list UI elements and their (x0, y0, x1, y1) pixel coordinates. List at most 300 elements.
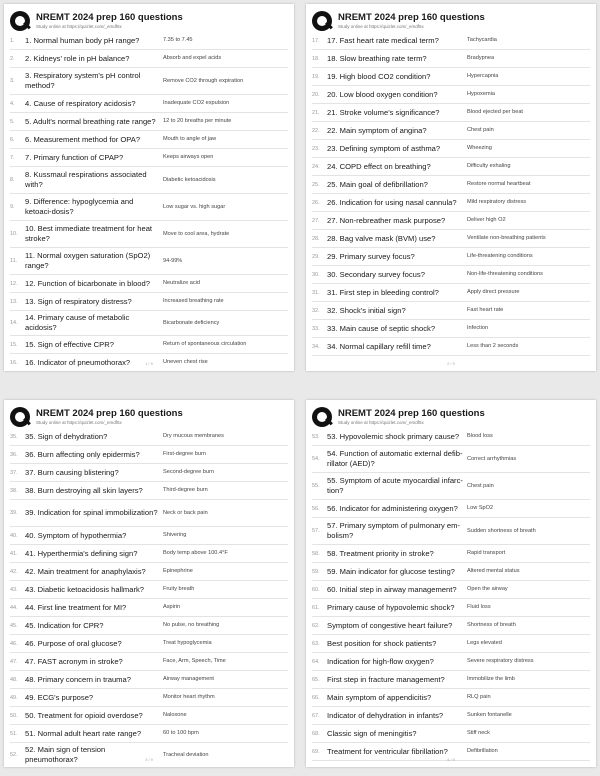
answer-text: Naloxone (163, 712, 187, 718)
question-row (312, 707, 590, 725)
page-title: NREMT 2024 prep 160 questions (36, 12, 183, 23)
question-number: 40. (10, 532, 18, 539)
question-text: 35. Sign of dehydration? (25, 431, 108, 441)
page-header (312, 406, 590, 430)
question-row (312, 158, 590, 176)
answer-text: Defibrillation (467, 748, 498, 754)
answer-text: No pulse, no breathing (163, 622, 220, 628)
answer-text: Fast heart rate (467, 307, 504, 313)
question-row (312, 32, 590, 50)
question-number: 15. (10, 341, 18, 348)
answer-text: Ventilate non-breathing patients (467, 235, 546, 241)
question-list (312, 428, 590, 761)
question-number: 6. (10, 136, 15, 143)
answer-text: Correct arrhythmias (467, 455, 517, 462)
question-number: 19. (312, 73, 320, 80)
answer-text: 60 to 100 bpm (163, 730, 199, 736)
question-number: 14. (10, 320, 18, 326)
question-text: 25. Main goal of defibrillation? (327, 179, 428, 189)
question-text: 12. Function of bicarbonate in blood? (25, 278, 150, 288)
question-row (10, 653, 288, 671)
question-number: 13. (10, 298, 18, 305)
question-row (10, 671, 288, 689)
question-text: 41. Hyperthermia's defining sign? (25, 548, 138, 558)
question-text: 29. Primary survey focus? (327, 251, 415, 261)
question-number: 61. (312, 604, 320, 611)
question-row (312, 176, 590, 194)
question-text: 36. Burn affecting only epidermis? (25, 449, 140, 459)
question-list (10, 32, 288, 371)
question-text: 56. Indicator for administering oxygen? (327, 503, 458, 513)
question-row (10, 707, 288, 725)
answer-text: Low sugar vs. high sugar (163, 203, 226, 210)
question-text: 46. Purpose of oral glucose? (25, 638, 122, 648)
question-row (10, 743, 288, 767)
answer-text: Uneven chest rise (163, 359, 208, 365)
question-number: 5. (10, 118, 15, 125)
question-text: 3. Respiratory system's pH control method? (25, 71, 141, 90)
question-text: Indication for high-flow oxygen? (327, 656, 434, 666)
question-row (312, 473, 590, 500)
question-text: 23. Defining symptom of asthma? (327, 143, 441, 153)
question-row (312, 122, 590, 140)
question-text: First step in fracture management? (327, 674, 445, 684)
question-text: 26. Indication for using nasal cannula? (327, 197, 457, 207)
question-text: 48. Primary concern in trauma? (25, 674, 131, 684)
question-text: Primary cause of hypovolemic shock? (327, 602, 455, 612)
answer-text: Second-degree burn (163, 469, 215, 475)
question-row (10, 563, 288, 581)
question-text: Treatment for ventricular fibrillation? (327, 746, 448, 756)
question-row (312, 545, 590, 563)
question-text: 52. Main sign of tension pneumothorax? (25, 745, 106, 764)
answer-text: Hypercapnia (467, 73, 499, 79)
question-text: 39. Indication for spinal immobilization? (25, 508, 158, 517)
question-text: 47. FAST acronym in stroke? (25, 656, 123, 666)
question-number: 62. (312, 622, 320, 629)
question-text: 19. High blood CO2 condition? (327, 71, 431, 81)
flashcard-page-3 (4, 400, 294, 767)
question-row (10, 725, 288, 743)
question-row (312, 671, 590, 689)
answer-text: First-degree burn (163, 451, 206, 457)
question-row (10, 581, 288, 599)
answer-text: Keeps airways open (163, 154, 214, 160)
question-number: 11. (10, 258, 18, 264)
question-row (312, 653, 590, 671)
question-row (10, 446, 288, 464)
question-row (312, 86, 590, 104)
question-number: 28. (312, 235, 320, 242)
question-row (10, 464, 288, 482)
question-row (312, 212, 590, 230)
answer-text: Mild respiratory distress (467, 199, 527, 205)
answer-text: Stiff neck (467, 730, 490, 736)
question-row (10, 32, 288, 50)
quizlet-logo-icon (10, 11, 30, 31)
question-text: 20. Low blood oxygen condition? (327, 89, 438, 99)
question-number: 10. (10, 231, 18, 237)
answer-text: Life-threatening conditions (467, 253, 533, 259)
question-row (10, 275, 288, 293)
question-row (312, 500, 590, 518)
question-number: 46. (10, 640, 18, 647)
answer-text: Low SpO2 (467, 505, 494, 511)
question-text: 5. Adult's normal breathing rate range? (25, 116, 156, 126)
question-row (10, 248, 288, 275)
question-text: 18. Slow breathing rate term? (327, 53, 427, 63)
answer-text: Treat hypoglycemia (163, 640, 212, 646)
question-row (312, 194, 590, 212)
answer-text: Immobilize the limb (467, 676, 515, 682)
answer-text: Neck or back pain (163, 509, 208, 516)
question-row (312, 689, 590, 707)
question-row (10, 68, 288, 95)
answer-text: Return of spontaneous circulation (163, 341, 247, 347)
answer-text: Apply direct pressure (467, 289, 520, 295)
answer-text: Altered mental status (467, 568, 520, 574)
question-number: 59. (312, 568, 320, 575)
question-text: 24. COPD effect on breathing? (327, 161, 431, 171)
answer-text: 7.35 to 7.45 (163, 37, 193, 43)
question-number: 33. (312, 325, 320, 332)
question-row (10, 113, 288, 131)
question-row (312, 266, 590, 284)
question-row (10, 689, 288, 707)
answer-text: Chest pain (467, 127, 494, 133)
question-row (312, 428, 590, 446)
question-number: 68. (312, 730, 320, 737)
question-number: 7. (10, 154, 15, 161)
question-number: 64. (312, 658, 320, 665)
question-number: 26. (312, 199, 320, 206)
question-row (312, 518, 590, 545)
answer-text: Infection (467, 325, 489, 331)
page-title: NREMT 2024 prep 160 questions (36, 408, 183, 419)
question-text: 50. Treatment for opioid overdose? (25, 710, 143, 720)
question-number: 4. (10, 100, 15, 107)
question-number: 53. (312, 433, 320, 440)
answer-text: Rapid transport (467, 550, 506, 556)
question-row (312, 302, 590, 320)
question-row (10, 599, 288, 617)
question-text: 57. Primary symptom of pulmonary em-bolism? (327, 521, 460, 540)
question-row (312, 581, 590, 599)
answer-text: RLQ pain (467, 694, 491, 700)
question-row (10, 635, 288, 653)
question-number: 65. (312, 676, 320, 683)
question-number: 41. (10, 550, 18, 557)
question-number: 8. (10, 177, 15, 183)
answer-text: Legs elevated (467, 640, 502, 646)
question-text: 8. Kussmaul respirations associated with? (25, 170, 147, 189)
answer-text: Diabetic ketoacidosis (163, 176, 216, 183)
page-number: 1 / 9 (145, 361, 153, 366)
question-number: 48. (10, 676, 18, 683)
question-text: Classic sign of meningitis? (327, 728, 417, 738)
answer-text: Dry mucous membranes (163, 433, 224, 439)
question-number: 36. (10, 451, 18, 458)
question-row (10, 311, 288, 336)
question-text: 55. Symptom of acute myocardial infarc-tion? (327, 476, 463, 495)
answer-text: Less than 2 seconds (467, 343, 519, 349)
question-text: 30. Secondary survey focus? (327, 269, 425, 279)
question-text: 53. Hypovolemic shock primary cause? (327, 431, 460, 441)
flashcard-page-2 (306, 4, 596, 371)
quizlet-logo-icon (312, 11, 332, 31)
question-number: 67. (312, 712, 320, 719)
answer-text: Bicarbonate deficiency (163, 319, 220, 326)
question-text: 22. Main symptom of angina? (327, 125, 427, 135)
question-text: 43. Diabetic ketoacidosis hallmark? (25, 584, 145, 594)
question-number: 22. (312, 127, 320, 134)
question-number: 32. (312, 307, 320, 314)
question-number: 9. (10, 204, 15, 210)
question-number: 2. (10, 55, 15, 62)
answer-text: Sudden shortness of breath (467, 527, 536, 534)
question-text: Symptom of congestive heart failure? (327, 620, 453, 630)
question-number: 21. (312, 109, 320, 116)
question-text: Best position for shock patients? (327, 638, 437, 648)
question-row (10, 167, 288, 194)
page-title: NREMT 2024 prep 160 questions (338, 408, 485, 419)
question-text: 6. Measurement method for OPA? (25, 134, 141, 144)
question-row (312, 617, 590, 635)
question-text: 32. Shock's initial sign? (327, 305, 406, 315)
answer-text: Severe respiratory distress (467, 658, 534, 664)
question-row (312, 338, 590, 356)
question-number: 30. (312, 271, 320, 278)
question-number: 29. (312, 253, 320, 260)
question-number: 24. (312, 163, 320, 170)
question-number: 27. (312, 217, 320, 224)
question-row (312, 635, 590, 653)
answer-text: Increased breathing rate (163, 298, 224, 304)
question-text: 44. First line treatment for MI? (25, 602, 127, 612)
question-row (10, 293, 288, 311)
answer-text: Neutralize acid (163, 280, 200, 286)
question-text: 15. Sign of effective CPR? (25, 339, 114, 349)
question-row (10, 617, 288, 635)
page-number: 2 / 9 (447, 361, 455, 366)
answer-text: Body temp above 100.4°F (163, 550, 228, 556)
answer-text: Aspirin (163, 604, 181, 610)
question-number: 63. (312, 640, 320, 647)
question-text: 21. Stroke volume's significance? (327, 107, 440, 117)
question-row (10, 500, 288, 527)
answer-text: Bradypnea (467, 55, 495, 61)
question-row (10, 428, 288, 446)
answer-text: Inadequate CO2 expulsion (163, 100, 230, 106)
answer-text: Blood loss (467, 433, 493, 439)
question-text: 33. Main cause of septic shock? (327, 323, 436, 333)
question-number: 45. (10, 622, 18, 629)
answer-text: Mouth to angle of jaw (163, 136, 217, 142)
question-text: 49. ECG's purpose? (25, 692, 94, 702)
question-row (10, 50, 288, 68)
question-text: 17. Fast heart rate medical term? (327, 35, 439, 45)
question-row (312, 599, 590, 617)
question-text: Main symptom of appendicitis? (327, 692, 432, 702)
answer-text: Blood ejected per beat (467, 109, 523, 115)
question-text: 59. Main indicator for glucose testing? (327, 566, 455, 576)
question-row (10, 149, 288, 167)
question-number: 54. (312, 456, 320, 462)
answer-text: 94-99% (163, 257, 183, 264)
question-text: 14. Primary cause of metabolic acidosis? (25, 313, 130, 332)
question-number: 43. (10, 586, 18, 593)
question-text: 51. Normal adult heart rate range? (25, 728, 142, 738)
answer-text: Deliver high O2 (467, 217, 506, 223)
question-row (10, 482, 288, 500)
question-number: 23. (312, 145, 320, 152)
page-number: 3 / 9 (145, 757, 153, 762)
question-number: 50. (10, 712, 18, 719)
question-text: Indicator of dehydration in infants? (327, 710, 444, 720)
question-text: 28. Bag valve mask (BVM) use? (327, 233, 436, 243)
answer-text: Tracheal deviation (163, 751, 209, 758)
question-text: 13. Sign of respiratory distress? (25, 296, 132, 306)
question-text: 4. Cause of respiratory acidosis? (25, 98, 136, 108)
question-text: 34. Normal capillary refill time? (327, 341, 431, 351)
question-number: 51. (10, 730, 18, 737)
question-number: 34. (312, 343, 320, 350)
answer-text: Monitor heart rhythm (163, 694, 215, 700)
question-row (312, 50, 590, 68)
question-number: 58. (312, 550, 320, 557)
question-text: 31. First step in bleeding control? (327, 287, 439, 297)
answer-text: Epinephrine (163, 568, 193, 574)
question-number: 56. (312, 505, 320, 512)
question-number: 1. (10, 37, 15, 44)
page-subtitle: Study online at https://quizlet.com/_emdf5x (338, 24, 424, 29)
answer-text: Fruity breath (163, 586, 195, 592)
answer-text: Chest pain (467, 482, 494, 489)
question-number: 47. (10, 658, 18, 665)
question-row (10, 545, 288, 563)
question-text: 2. Kidneys' role in pH balance? (25, 53, 130, 63)
answer-text: Fluid loss (467, 604, 491, 610)
question-number: 60. (312, 586, 320, 593)
answer-text: Airway management (163, 676, 214, 682)
answer-text: Wheezing (467, 145, 492, 151)
question-number: 52. (10, 752, 18, 758)
answer-text: Shortness of breath (467, 622, 516, 628)
page-subtitle: Study online at https://quizlet.com/_emdf5x (36, 24, 122, 29)
flashcard-page-1 (4, 4, 294, 371)
question-text: 11. Normal oxygen saturation (SpO2) range? (25, 251, 151, 270)
page-number: 4 / 9 (447, 757, 455, 762)
question-text: 37. Burn causing blistering? (25, 467, 119, 477)
answer-text: Shivering (163, 532, 187, 538)
answer-text: Third-degree burn (163, 487, 208, 493)
question-row (312, 230, 590, 248)
answer-text: 12 to 20 breaths per minute (163, 118, 232, 124)
question-row (312, 248, 590, 266)
question-number: 44. (10, 604, 18, 611)
page-header (10, 406, 288, 430)
question-row (10, 95, 288, 113)
page-title: NREMT 2024 prep 160 questions (338, 12, 485, 23)
answer-text: Restore normal heartbeat (467, 181, 531, 187)
question-row (312, 104, 590, 122)
question-row (10, 527, 288, 545)
question-row (10, 131, 288, 149)
question-text: 1. Normal human body pH range? (25, 35, 140, 45)
question-text: 16. Indicator of pneumothorax? (25, 357, 131, 367)
question-number: 18. (312, 55, 320, 62)
question-row (312, 320, 590, 338)
question-row (10, 194, 288, 221)
page-header (10, 10, 288, 34)
question-number: 42. (10, 568, 18, 575)
question-text: 40. Symptom of hypothermia? (25, 530, 127, 540)
question-text: 60. Initial step in airway management? (327, 584, 457, 594)
question-text: 45. Indication for CPR? (25, 620, 104, 630)
question-number: 66. (312, 694, 320, 701)
question-text: 42. Main treatment for anaphylaxis? (25, 566, 146, 576)
question-number: 31. (312, 289, 320, 296)
question-row (10, 221, 288, 248)
question-row (10, 336, 288, 354)
question-text: 54. Function of automatic external defib-rillator (AED)? (327, 449, 463, 468)
page-subtitle: Study online at https://quizlet.com/_emdf5x (36, 420, 122, 425)
question-number: 12. (10, 280, 18, 287)
question-row (312, 446, 590, 473)
answer-text: Move to cool area, hydrate (163, 230, 230, 237)
question-number: 57. (312, 528, 320, 534)
page-header (312, 10, 590, 34)
question-number: 3. (10, 78, 15, 84)
question-row (312, 140, 590, 158)
question-list (312, 32, 590, 356)
quizlet-logo-icon (10, 407, 30, 427)
question-number: 35. (10, 433, 18, 440)
answer-text: Difficulty exhaling (467, 163, 511, 169)
question-row (312, 68, 590, 86)
question-text: 27. Non-rebreather mask purpose? (327, 215, 446, 225)
page-subtitle: Study online at https://quizlet.com/_emdf5x (338, 420, 424, 425)
answer-text: Open the airway (467, 586, 508, 592)
question-text: 7. Primary function of CPAP? (25, 152, 124, 162)
question-number: 38. (10, 487, 18, 494)
answer-text: Hypoxemia (467, 91, 495, 97)
question-row (312, 725, 590, 743)
question-number: 55. (312, 483, 320, 489)
question-text: 38. Burn destroying all skin layers? (25, 485, 143, 495)
question-number: 25. (312, 181, 320, 188)
question-text: 10. Best immediate treatment for heat stroke? (25, 224, 153, 243)
quizlet-logo-icon (312, 407, 332, 427)
answer-text: Face, Arm, Speech, Time (163, 658, 226, 664)
question-text: 9. Difference: hypoglycemia and ketoaci-dosis? (25, 197, 134, 216)
question-number: 37. (10, 469, 18, 476)
question-row (312, 284, 590, 302)
answer-text: Sunken fontanelle (467, 712, 512, 718)
question-number: 69. (312, 748, 320, 755)
question-number: 20. (312, 91, 320, 98)
answer-text: Absorb and expel acids (163, 55, 222, 61)
question-number: 49. (10, 694, 18, 701)
question-list (10, 428, 288, 767)
answer-text: Non-life-threatening conditions (467, 271, 543, 277)
question-number: 17. (312, 37, 320, 44)
question-text: 58. Treatment priority in stroke? (327, 548, 434, 558)
answer-text: Tachycardia (467, 37, 497, 43)
question-number: 16. (10, 359, 18, 366)
question-row (312, 563, 590, 581)
question-number: 39. (10, 510, 18, 516)
